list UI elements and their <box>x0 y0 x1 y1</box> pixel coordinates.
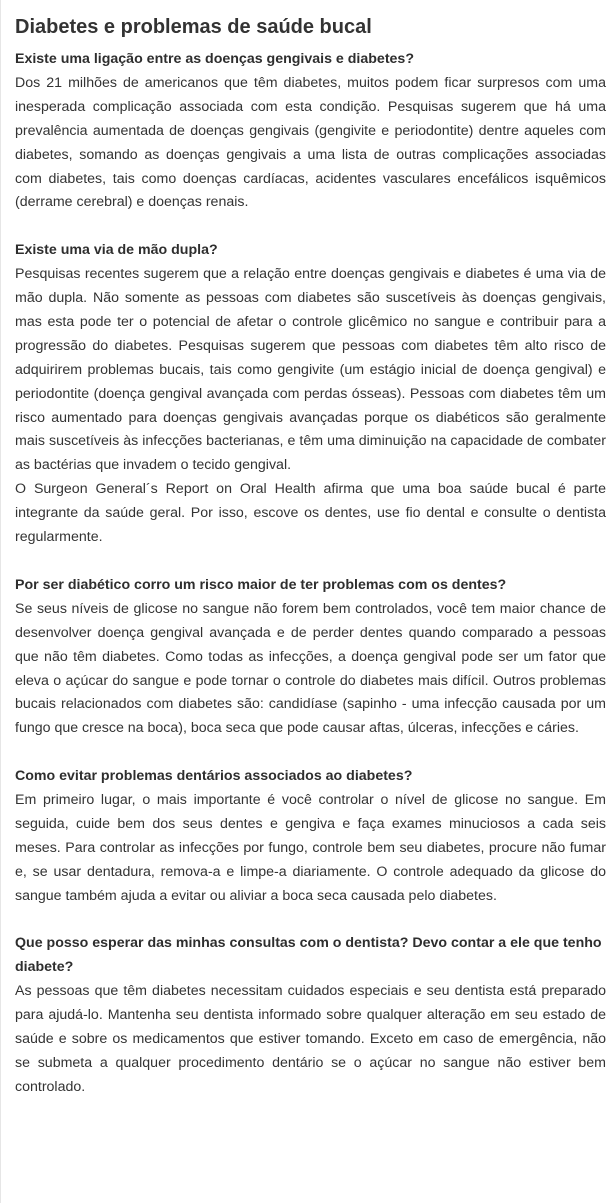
section-risco-maior <box>15 574 606 741</box>
section-via-mao-dupla <box>15 239 606 550</box>
section-paragraph: As pessoas que têm diabetes necessitam cuidados especiais e seu dentista está preparado para ajudá-lo. Mantenha seu dentista informado sobre qualquer alteração em seu estado de saúde e sobre os medicamentos que estiver tomando. Exceto em caso de emergência, não se submeta a qualquer procedimento dentário se o açúcar no sangue não estiver bem controlado. <box>15 983 606 1095</box>
section-paragraph: O Surgeon General´s Report on Oral Health afirma que uma boa saúde bucal é parte integrante da saúde geral. Por isso, escove os dentes, use fio dental e consulte o dentista regularmente. <box>15 481 606 546</box>
section-paragraph: Dos 21 milhões de americanos que têm diabetes, muitos podem ficar surpresos com uma inesperada complicação associada com esta condição. Pesquisas sugerem que há uma prevalência aumentada de doenças gengivais (gengivite e periodontite) dentre aqueles com diabetes, somando as doenças gengivais a uma lista de outras complicações associadas com diabetes, tais como doenças cardíacas, acidentes vasculares encefálicos isquêmicos (derrame cerebral) e doenças renais. <box>15 74 606 211</box>
section-heading: Que posso esperar das minhas consultas com o dentista? Devo contar a ele que tenho diabete? <box>15 935 602 976</box>
section-como-evitar <box>15 765 606 908</box>
section-ligacao <box>15 48 606 215</box>
section-heading: Como evitar problemas dentários associados ao diabetes? <box>15 768 413 785</box>
section-consultas-dentista <box>15 932 606 1099</box>
section-paragraph: Pesquisas recentes sugerem que a relação entre doenças gengivais e diabetes é uma via de mão dupla. Não somente as pessoas com diabetes são suscetíveis às doenças gengivais, mas esta pode ter o potencial de afetar o controle glicêmico no sangue e contribuir para a progressão do diabetes. Pesquisas sugerem que pessoas com diabetes têm alto risco de adquirirem problemas bucais, tais como gengivite (um estágio inicial de doença gengival) e periodontite (doença gengival avançada com perdas ósseas). Pessoas com diabetes têm um risco aumentado para doenças gengivais avançadas porque os diabéticos são geralmente mais suscetíveis às infecções bacterianas, e têm uma diminuição na capacidade de combater as bactérias que invadem o tecido gengival. <box>15 266 606 474</box>
page-title: Diabetes e problemas de saúde bucal <box>15 16 372 38</box>
section-heading: Existe uma via de mão dupla? <box>15 242 218 259</box>
section-paragraph: Se seus níveis de glicose no sangue não forem bem controlados, você tem maior chance de desenvolver doença gengival avançada e de perder dentes quando comparado a pessoas que não têm diabetes. Como todas as infecções, a doença gengival pode ser um fator que eleva o açúcar do sangue e pode tornar o controle do diabetes mais difícil. Outros problemas bucais relacionados com diabetes são: candidíase (sapinho - uma infecção causada por um fungo que cresce na boca), boca seca que pode causar aftas, úlceras, infecções e cáries. <box>15 600 606 737</box>
section-heading: Por ser diabético corro um risco maior de ter problemas com os dentes? <box>15 576 507 593</box>
section-paragraph: Em primeiro lugar, o mais importante é você controlar o nível de glicose no sangue. Em seguida, cuide bem dos seus dentes e gengiva e faça exames minuciosos a cada seis meses. Para controlar as infecções por fungo, controle bem seu diabetes, procure não fumar e, se usar dentadura, remova-a e limpe-a diariamente. O controle adequado da glicose do sangue também ajuda a evitar ou aliviar a boca seca causada pelo diabetes. <box>15 792 606 904</box>
section-heading: Existe uma ligação entre as doenças gengivais e diabetes? <box>15 51 414 67</box>
